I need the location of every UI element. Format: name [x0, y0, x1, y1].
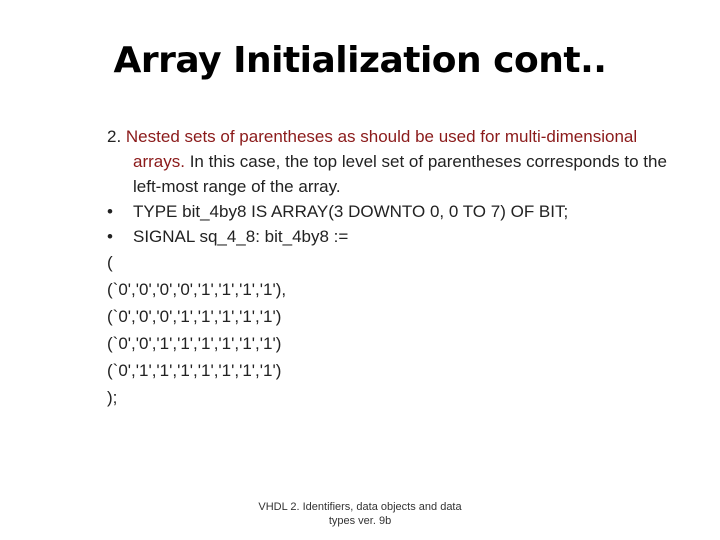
slide-body [107, 124, 667, 411]
slide-footer: VHDL 2. Identifiers, data objects and data types ver. 9b [258, 501, 462, 527]
bullet-signal-decl: • SIGNAL sq_4_8: bit_4by8 := [107, 224, 667, 249]
point-2-number: 2. [107, 127, 126, 146]
point-2-rest: In this case, the top level set of parentheses corresponds to the left-most range of the array. [133, 152, 667, 196]
point-2-highlight: Nested sets of parentheses as should be used for multi-dimensional arrays. [125, 127, 638, 171]
point-2 [107, 124, 667, 199]
code-line: ( [107, 253, 113, 272]
code-line: (`0','0','0','1','1','1','1','1') [107, 307, 282, 326]
code-line: (`0','1','1','1','1','1','1','1') [107, 361, 282, 380]
code-line: (`0','0','1','1','1','1','1','1') [107, 334, 282, 353]
slide-title: Array Initialization cont.. [113, 40, 607, 81]
bullet-type-decl: • TYPE bit_4by8 IS ARRAY(3 DOWNTO 0, 0 TO 7) OF BIT; [107, 199, 667, 224]
code-line: ); [107, 388, 118, 407]
code-line: (`0','0','0','0','1','1','1','1'), [107, 280, 287, 299]
